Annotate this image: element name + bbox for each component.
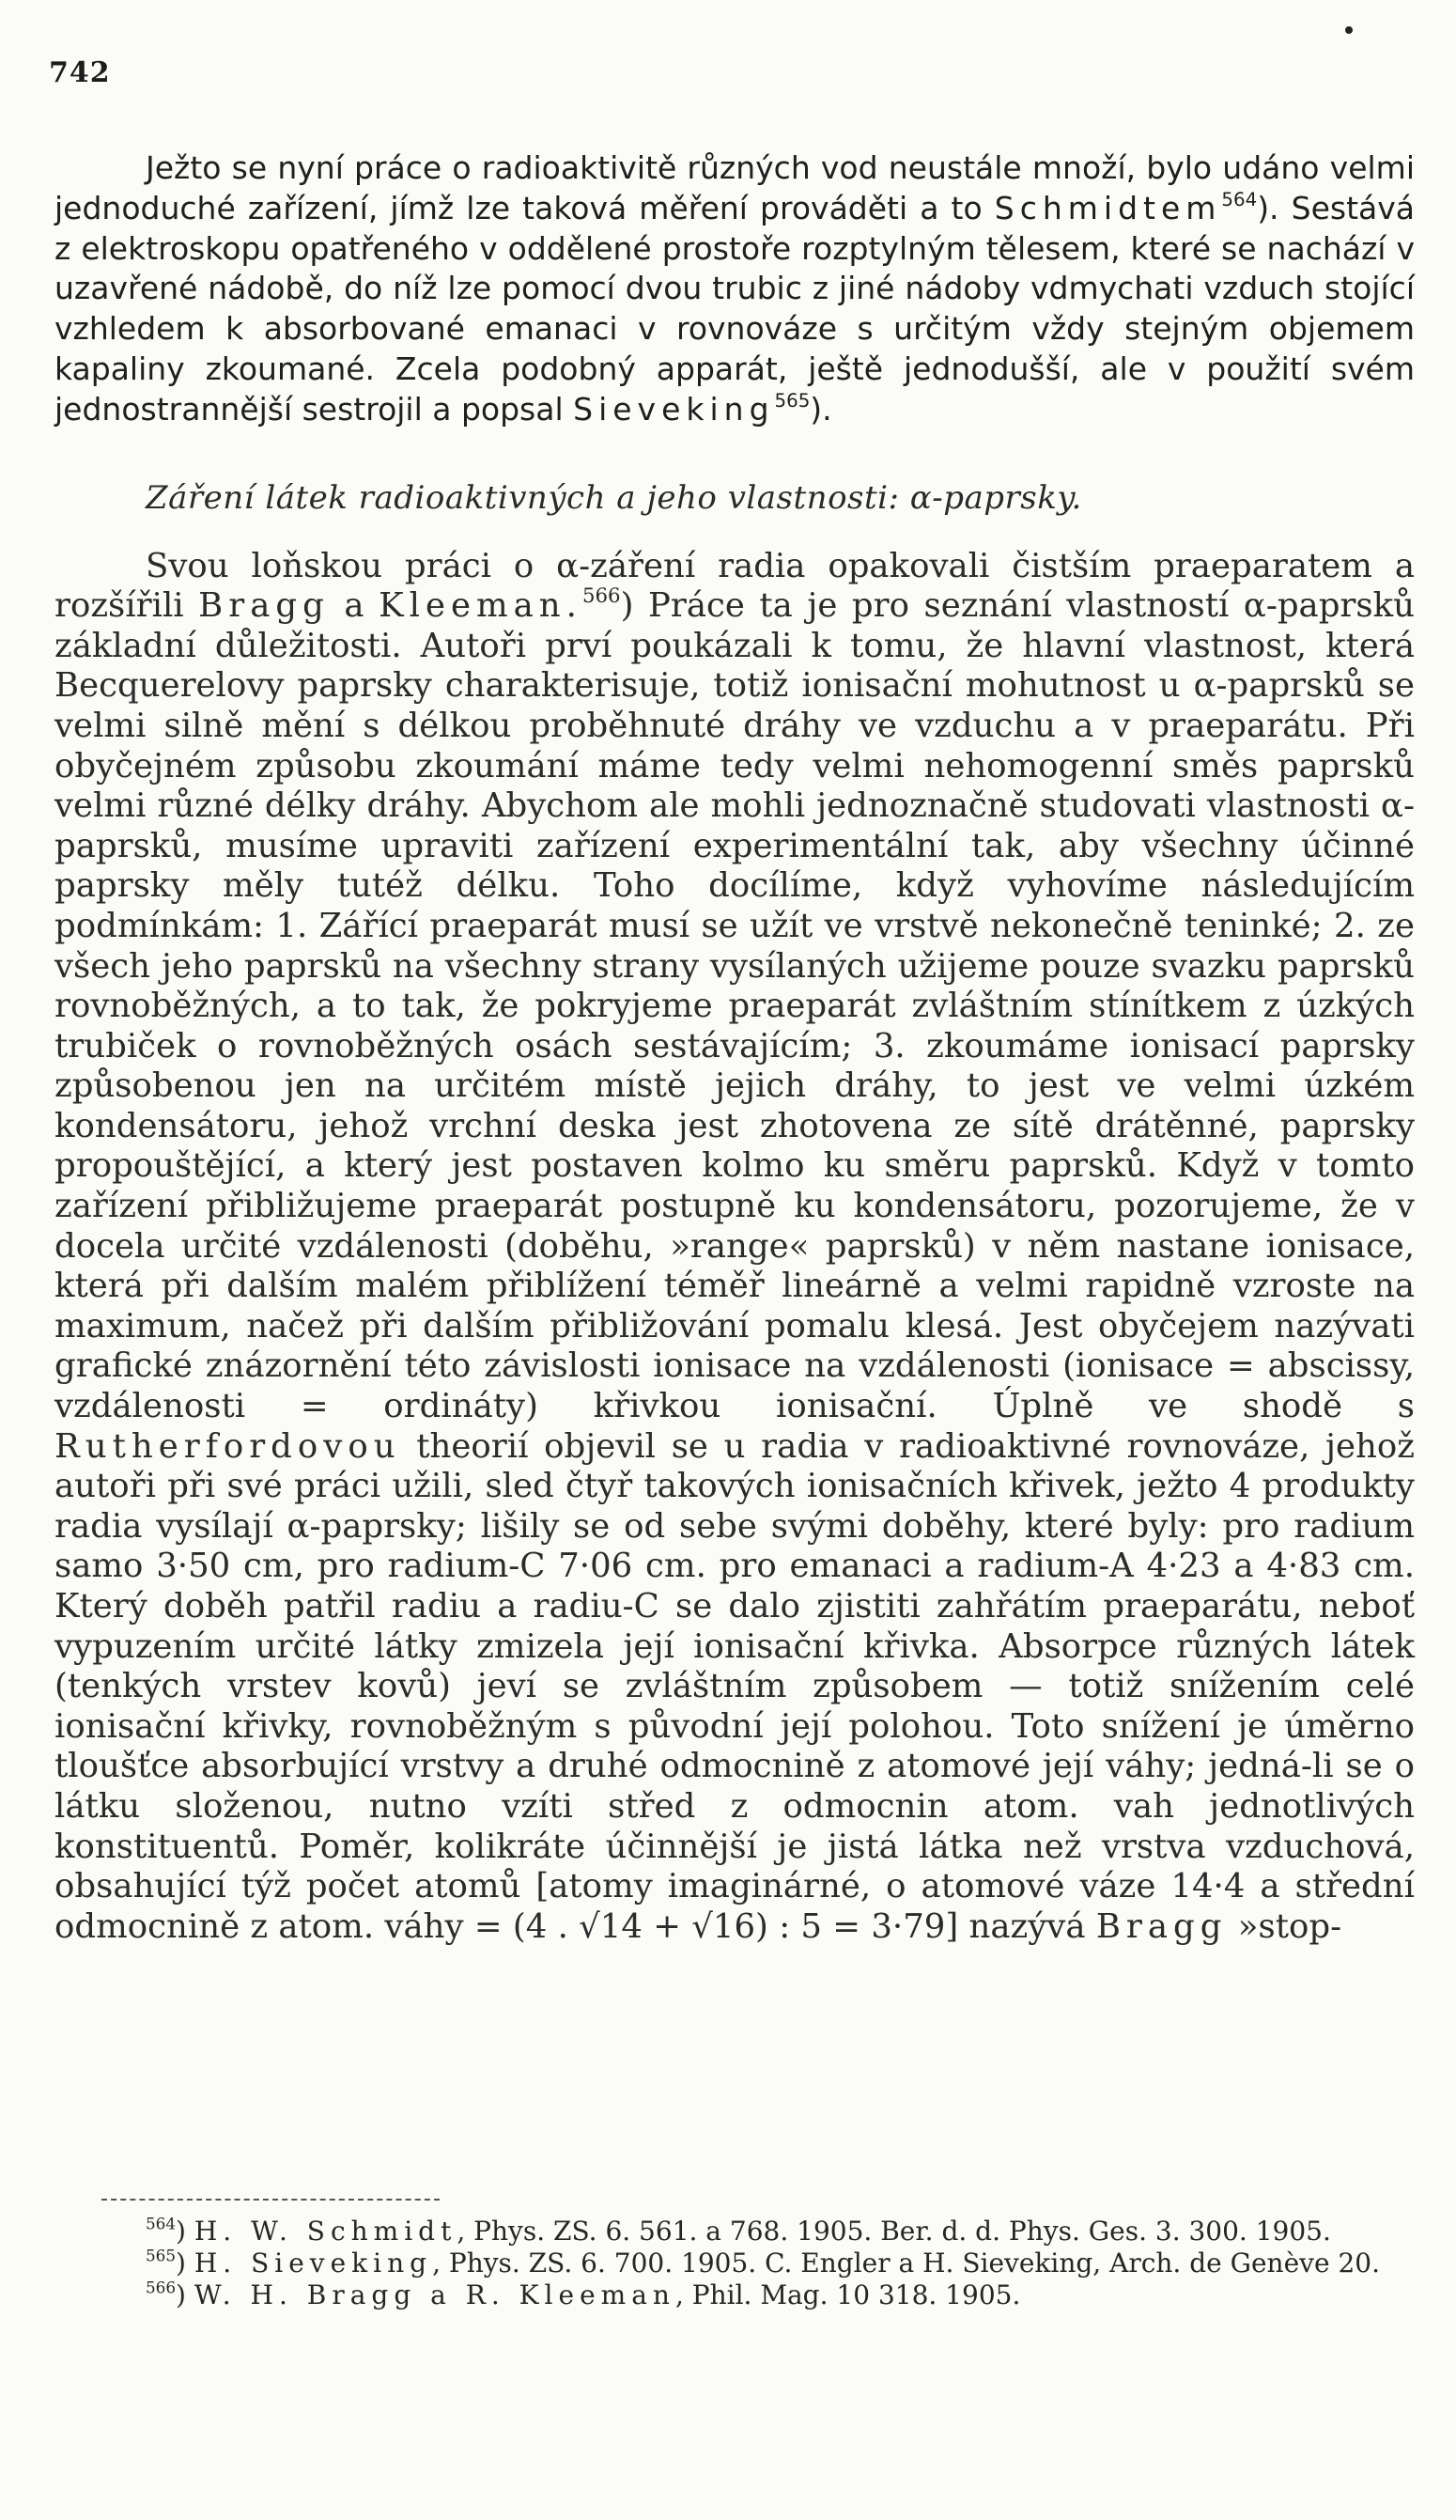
page-content xyxy=(54,148,1415,1947)
author-bragg-2: Bragg xyxy=(1095,1906,1228,1946)
footnote-mark: 564 xyxy=(146,2214,177,2233)
footnote-text: , Phys. ZS. 6. 700. 1905. C. Engler a H. Sieveking, Arch. de Genève 20. xyxy=(432,2248,1380,2279)
footnote-ref-566: 566 xyxy=(581,584,621,609)
footnote-mark: 565 xyxy=(146,2246,177,2265)
section-heading: Záření látek radioaktivných a jeho vlastnosti: α-paprsky. xyxy=(146,478,1082,517)
footnote-564: $^{564}$) H. W. Schmidt, Phys. ZS. 6. 561. a 768. 1905. Ber. d. d. Phys. Ges. 3. 300. 1905. xyxy=(146,2214,1331,2247)
footnote-ref-565: 565 xyxy=(774,389,811,412)
intro-paragraph xyxy=(54,148,1415,430)
footnote-566: $^{566}$) W. H. Bragg a R. Kleeman, Phil. Mag. 10 318. 1905. xyxy=(146,2278,1021,2310)
body-text-2: ) Práce ta je pro seznání vlastností α-paprsků základní důležitosti. Autoři prví poukázali k tomu, že hlavní vlastnost, která Becquerelovy paprsky charakterisuje, totiž ionisační mohutnost u α-paprsků se velmi silně mění s délkou proběhnuté dráhy ve vzduchu a v praeparátu. Při obyčejném způsobu zkoumání máme tedy velmi nehomogenní směs paprsků velmi různé délky dráhy. Abychom ale mohli jednoznačně studovati vlastnosti α-paprsků, musíme upraviti zařízení experimentální tak, aby všechny účinné paprsky měly tutéž délku. Toho docílíme, když vyhovíme následujícím podmínkám: 1. Zářící praeparát musí se užít ve vrstvě nekonečně teninké; 2. ze všech jeho paprsků na všechny strany vysílaných užijeme pouze svazku paprsků rovnoběžných, a to tak, že pokryjeme praeparát zvláštním stínítkem z úzkých trubiček o rovnoběžných osách sestávajícím; 3. zkoumáme ionisací paprsky způsobenou jen na určitém místě jejich dráhy, to jest ve velmi úzkém kondensátoru, jehož vrchní deska jest zhotovena ze sítě drátěnné, paprsky propouštějící, a který jest postaven kolmo ku směru paprsků. Když v tomto zařízení přibližujeme praeparát postupně ku kondensátoru, pozorujeme, že v docela určité vzdálenosti (doběhu, »range« paprsků) v něm nastane ionisace, která při dalším malém přiblížení téměř lineárně a velmi rapidně vzroste na maximum, načež při dalším přibližování pomalu klesá. Jest obyčejem nazývati grafické znázornění této závislosti ionisace na vzdálenosti (ionisace = abscissy, vzdálenosti = ordináty) křivkou ionisační. Úplně ve shodě s xyxy=(54,586,1415,1426)
author-rutherford: Rutherfordovou xyxy=(54,1426,401,1466)
body-text-3: theorií objevil se u radia v radioaktivné rovnováze, jehož autoři při své práci užili, sled čtyř takových ionisačních křivek, ježto 4 produkty radia vysílají α-paprsky; lišily se od sebe svými doběhy, které byly: pro radium samo 3·50 cm, pro radium-C 7·06 cm. pro emanaci a radium-A 4·23 a 4·83 cm. Který doběh patřil radiu a radiu-C se dalo zjistiti zahřátím praeparátu, neboť vypuzením určité látky zmizela její ionisační křivka. Absorpce různých látek (tenkých vrstev kovů) jeví se zvláštním způsobem — totiž snížením celé ionisační křivky, rovnoběžným s původní její polohou. Toto snížení je úměrno tloušťce absorbující vrstvy a druhé odmocnině z atomové její váhy; jedná-li se o látku složenou, nutno vzíti střed z odmocnin atom. vah jednotlivých konstituentů. Poměr, kolikráte účinnější je jistá látka než vrstva vzduchová, obsahující týž počet atomů [atomy imaginárné, o atomové váze 14·4 a střední odmocnině z atom. váhy = (4 . √14 + √16) : 5 = 3·79] nazývá xyxy=(54,1426,1415,1946)
author-schmidt: Schmidtem xyxy=(994,189,1222,226)
author-sieveking: Sieveking xyxy=(573,390,775,428)
footnotes xyxy=(54,2216,1415,2311)
intro-text-1: Ježto se nyní práce o radioaktivitě různých vod neustále množí, bylo udáno velmi jednoduché zařízení, jímž lze taková měření prováděti a to xyxy=(54,149,1415,226)
ink-dot xyxy=(1345,26,1353,34)
author-bragg: Bragg xyxy=(198,586,330,626)
footnote-separator xyxy=(101,2199,440,2201)
body-text-1: Svou loňskou práci o α-záření radia opakovali čistším praeparatem a rozšířili xyxy=(54,546,1415,626)
footnote-author: H. W. Schmidt xyxy=(194,2216,457,2247)
intro-text-2: ). Sestává z elektroskopu opatřeného v oddělené prostoře rozptylným tělesem, které se nachází v uzavřené nádobě, do níž lze pomocí dvou trubic z jiné nádoby vdmychati vzduch stojící vzhledem k absorbované emanaci v rovnováze s určitým vždy stejným objemem kapaliny zkoumané. Zcela podobný apparát, ještě jednodušší, ale v použití svém jednostrannější sestrojil a popsal xyxy=(54,189,1415,428)
body-and: a xyxy=(329,586,379,626)
footnote-mark: 566 xyxy=(146,2278,177,2297)
footnote-text: , Phil. Mag. 10 318. 1905. xyxy=(674,2279,1021,2310)
footnote-author: W. H. Bragg a R. Kleeman xyxy=(194,2279,675,2310)
footnote-text: , Phys. ZS. 6. 561. a 768. 1905. Ber. d. d. Phys. Ges. 3. 300. 1905. xyxy=(457,2216,1331,2247)
page-number: 742 xyxy=(49,56,111,89)
author-kleeman: Kleeman. xyxy=(379,586,582,626)
footnote-author: H. Sieveking xyxy=(194,2248,433,2279)
body-text-4: »stop- xyxy=(1227,1906,1342,1946)
footnote-565: $^{565}$) H. Sieveking, Phys. ZS. 6. 700. 1905. C. Engler a H. Sieveking, Arch. de Genève 20. xyxy=(146,2246,1380,2279)
intro-text-3: ). xyxy=(810,390,832,428)
footnote-ref-564: 564 xyxy=(1221,188,1258,210)
body-paragraph xyxy=(54,547,1415,1948)
